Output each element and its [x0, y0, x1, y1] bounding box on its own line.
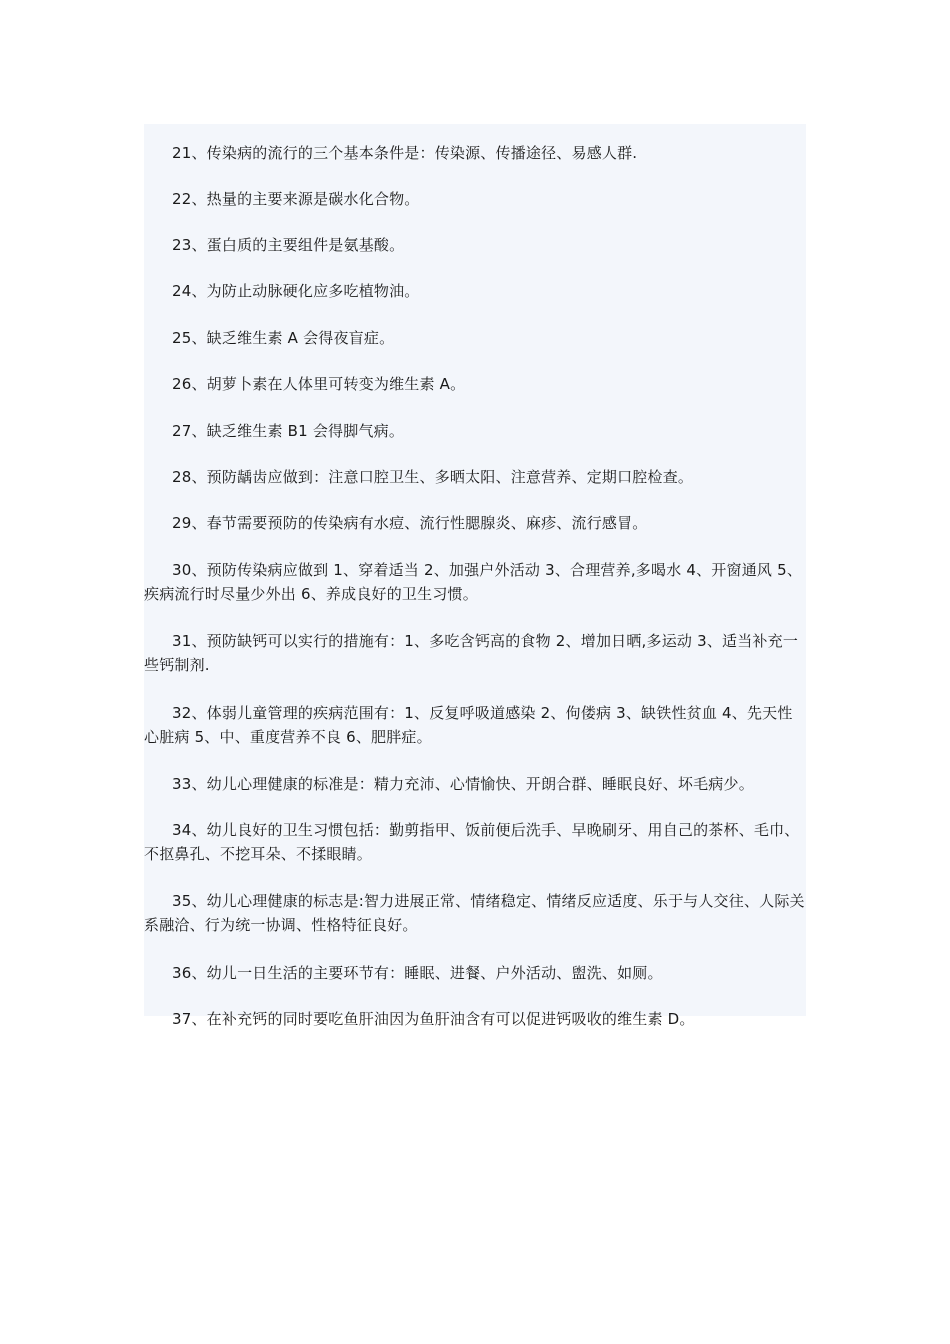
- list-item: 25、缺乏维生素 A 会得夜盲症。: [172, 329, 395, 347]
- list-item: 22、热量的主要来源是碳水化合物。: [172, 190, 420, 208]
- list-item: 28、预防龋齿应做到：注意口腔卫生、多晒太阳、注意营养、定期口腔检查。: [172, 468, 694, 486]
- list-item: 37、在补充钙的同时要吃鱼肝油因为鱼肝油含有可以促进钙吸收的维生素 D。: [172, 1010, 695, 1028]
- list-item: 23、蛋白质的主要组件是氨基酸。: [172, 236, 405, 254]
- list-item: 21、传染病的流行的三个基本条件是：传染源、传播途径、易感人群.: [172, 144, 638, 162]
- list-item: 24、为防止动脉硬化应多吃植物油。: [172, 282, 420, 300]
- list-item: 32、体弱儿童管理的疾病范围有：1、反复呼吸道感染 2、佝偻病 3、缺铁性贫血 4、先天性心脏病 5、中、重度营养不良 6、肥胖症。: [144, 704, 793, 746]
- list-item: 35、幼儿心理健康的标志是:智力进展正常、情绪稳定、情绪反应适度、乐于与人交往、人际关系融洽、行为统一协调、性格特征良好。: [144, 892, 805, 934]
- list-item: 33、幼儿心理健康的标准是：精力充沛、心情愉快、开朗合群、睡眠良好、坏毛病少。: [172, 775, 754, 793]
- list-item: 26、胡萝卜素在人体里可转变为维生素 A。: [172, 375, 466, 393]
- list-item: 36、幼儿一日生活的主要环节有：睡眠、进餐、户外活动、盥洗、如厕。: [172, 964, 663, 982]
- list-item: 34、幼儿良好的卫生习惯包括：勤剪指甲、饭前便后洗手、早晚刷牙、用自己的茶杯、毛巾、不抠鼻孔、不挖耳朵、不揉眼睛。: [144, 821, 800, 863]
- content-block: [144, 124, 806, 1028]
- list-item: 30、预防传染病应做到 1、穿着适当 2、加强户外活动 3、合理营养,多喝水 4、开窗通风 5、疾病流行时尽量少外出 6、养成良好的卫生习惯。: [144, 561, 803, 603]
- list-item: 31、预防缺钙可以实行的措施有：1、多吃含钙高的食物 2、增加日晒,多运动 3、适当补充一些钙制剂.: [144, 632, 799, 674]
- list-item: 29、春节需要预防的传染病有水痘、流行性腮腺炎、麻疹、流行感冒。: [172, 514, 648, 532]
- list-item: 27、缺乏维生素 B1 会得脚气病。: [172, 422, 405, 440]
